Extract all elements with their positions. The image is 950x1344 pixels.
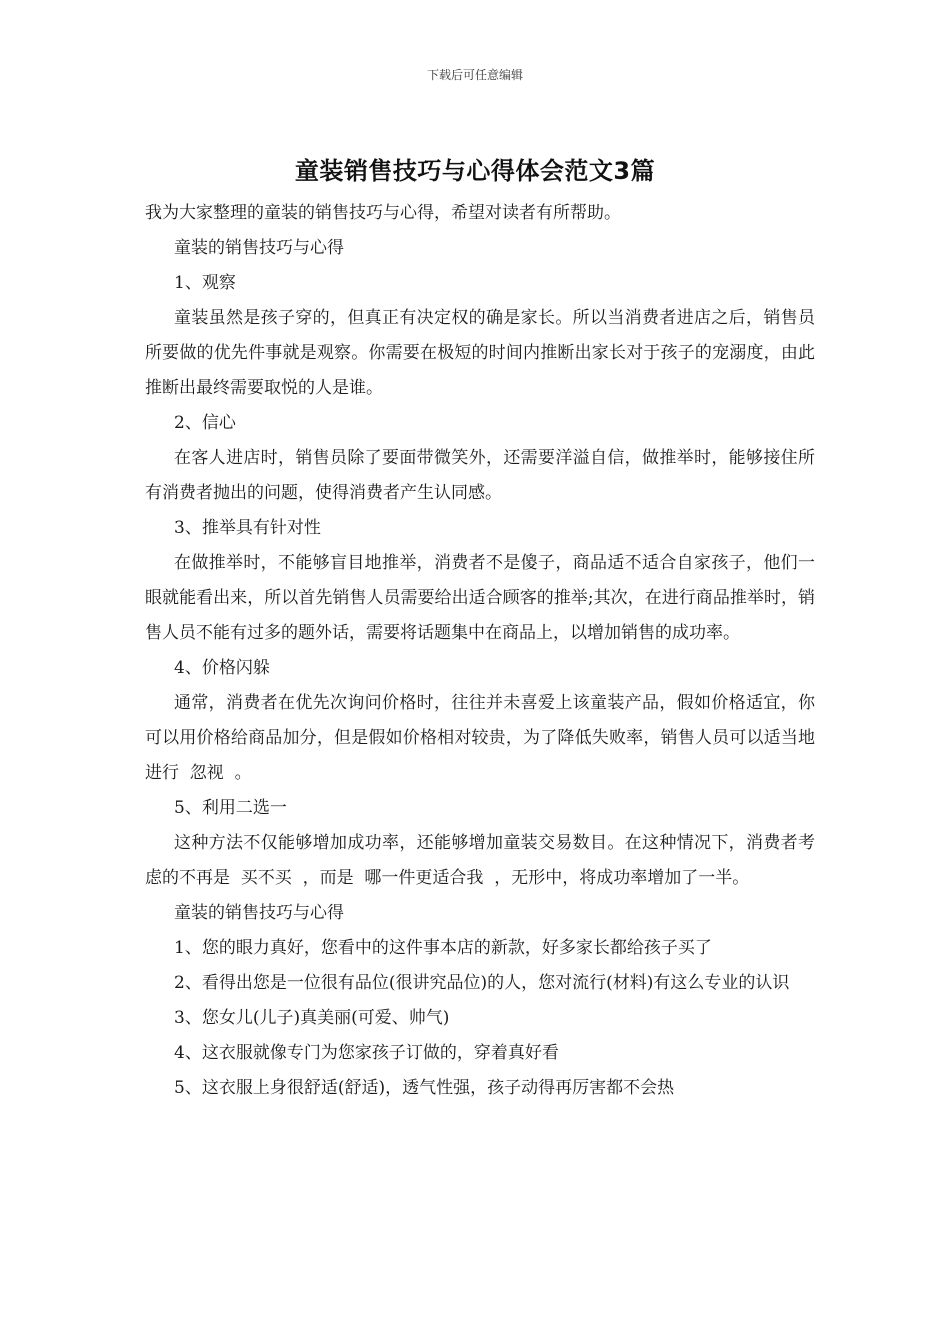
subheading: 1、观察 [174,273,236,293]
paragraph: 童装虽然是孩子穿的，但真正有决定权的确是家长。所以当消费者进店之后，销售员所要做的优先件事就是观察。你需要在极短的时间内推断出家长对于孩子的宠溺度，由此推断出最终需要取悦的人是谁。 [145,308,815,398]
document-body [145,196,815,1106]
list-item: 3、您女儿(儿子)真美丽(可爱、帅气) [174,1008,450,1028]
section-heading: 童装的销售技巧与心得 [174,238,344,258]
paragraph: 在做推举时，不能够盲目地推举，消费者不是傻子，商品适不适合自家孩子，他们一眼就能看出来，所以首先销售人员需要给出适合顾客的推举;其次，在进行商品推举时，销售人员不能有过多的题外话，需要将话题集中在商品上，以增加销售的成功率。 [145,553,815,643]
list-item: 5、这衣服上身很舒适(舒适)，透气性强，孩子动得再厉害都不会热 [174,1078,675,1098]
subheading: 5、利用二选一 [174,798,287,818]
list-item: 4、这衣服就像专门为您家孩子订做的，穿着真好看 [174,1043,559,1063]
document-title: 童装销售技巧与心得体会范文3篇 [294,157,656,185]
list-item: 1、您的眼力真好，您看中的这件事本店的新款，好多家长都给孩子买了 [174,938,712,958]
section-heading: 童装的销售技巧与心得 [174,903,344,923]
subheading: 3、推举具有针对性 [174,518,321,538]
paragraph: 通常，消费者在优先次询问价格时，往往并未喜爱上该童装产品，假如价格适宜，你可以用价格给商品加分，但是假如价格相对较贵，为了降低失败率，销售人员可以适当地进行 忽视 。 [145,693,815,783]
header-note: 下载后可任意编辑 [426,68,523,82]
list-item: 2、看得出您是一位很有品位(很讲究品位)的人，您对流行(材料)有这么专业的认识 [174,973,790,993]
subheading: 2、信心 [174,413,236,433]
intro-paragraph: 我为大家整理的童装的销售技巧与心得，希望对读者有所帮助。 [145,203,621,223]
paragraph: 在客人进店时，销售员除了要面带微笑外，还需要洋溢自信，做推举时，能够接住所有消费者抛出的问题，使得消费者产生认同感。 [145,448,815,503]
subheading: 4、价格闪躲 [174,658,270,678]
paragraph: 这种方法不仅能够增加成功率，还能够增加童装交易数目。在这种情况下，消费者考虑的不再是 买不买 ，而是 哪一件更适合我 ，无形中，将成功率增加了一半。 [145,833,815,888]
